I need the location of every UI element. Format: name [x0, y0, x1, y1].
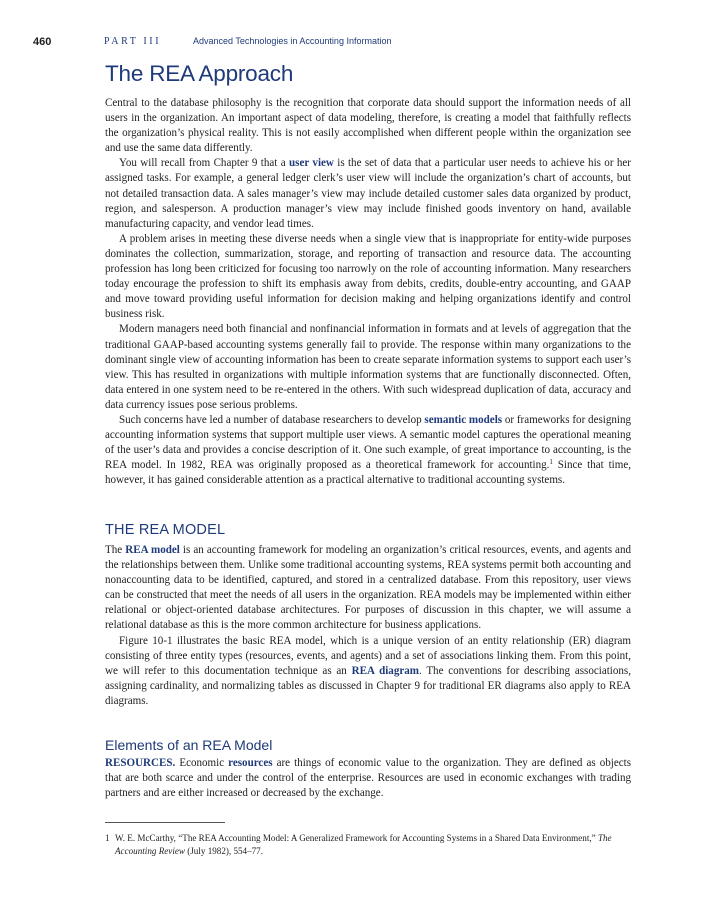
- section-heading-elements: Elements of an REA Model: [105, 737, 273, 753]
- intro-paragraph-5: Such concerns have led a number of database researchers to develop semantic models or frameworks for designing accounting information systems that support multiple user views. A semantic model captures the operational meaning of the user’s data and provides a concise description of it. One such example, of great importance to accounting, is the REA model. In 1982, REA was originally proposed as a theoretical framework for accounting.$^1$ Since that time, however, it has gained considerable attention as a practical alternative to traditional accounting systems.: [105, 413, 632, 487]
- run-in-heading-resources: RESOURCES.: [105, 757, 176, 769]
- footnote-reference: 1: [549, 458, 553, 467]
- resources-section: [105, 756, 631, 801]
- intro-paragraph-3: A problem arises in meeting these diverse needs when a single view that is inappropriate for entity-wide purposes dominates the collection, summarization, storage, and reporting of transaction and resource data. The accounting profession has long been criticized for focusing too narrowly on the role of accounting information. Many researchers today encourage the profession to shift its emphasis away from debits, credits, double-entry accounting, and GAAP and move toward providing useful information for decision making and helping organizations identify and control business risk.: [105, 232, 631, 321]
- chapter-title: The REA Approach: [105, 61, 294, 86]
- rea-model-paragraph-2: Figure 10-1 illustrates the basic REA model, which is a unique version of an entity relationship (ER) diagram consisting of three entity types (resources, events, and agents) and a set of associations linking them. From this point, we will refer to this documentation technique as an REA diagram. The conventions for describing associations, assigning cardinality, and normalizing tables as discussed in Chapter 9 for traditional ER diagrams also apply to REA diagrams.: [105, 634, 631, 707]
- key-term-semantic-models: semantic models: [424, 413, 503, 426]
- intro-paragraph-4: Modern managers need both financial and nonfinancial information in formats and at levels of aggregation that the traditional GAAP-based accounting systems generally fail to provide. The response within many organizations to the dominant single view of accounting information has been to create separate information systems to support each user’s view. This has resulted in organizations with multiple information systems that are functionally disconnected. Often, data entered in one system need to be re-entered in the others. With such widespread duplication of data, accuracy and data currency issues pose serious problems.: [105, 323, 631, 411]
- intro-section: [105, 96, 631, 488]
- key-term-user-view: user view: [289, 157, 334, 170]
- key-term-rea-diagram: REA diagram: [351, 664, 419, 677]
- footnote-number: 1: [105, 833, 110, 843]
- intro-paragraph-2: You will recall from Chapter 9 that a user view is the set of data that a particular user needs to achieve his or her assigned tasks. For example, a general ledger clerk’s user view will include the organization’s chart of accounts, but not detailed transaction data. A sales manager’s view may include detailed customer sales data organized by product, region, and salesperson. A production manager’s view may include finished goods inventory on hand, available manufacturing capacity, and vendor lead times.: [105, 157, 631, 230]
- footnote: 1 W. E. McCarthy, “The REA Accounting Model: A Generalized Framework for Accounting Systems in a Shared Data Environment,” The Accounting Review (July 1982), 554–77.: [105, 833, 612, 856]
- key-term-rea-model: REA model: [125, 544, 180, 556]
- key-term-resources: resources: [228, 757, 273, 769]
- rea-model-section: [105, 543, 631, 709]
- part-label: PART III: [104, 36, 162, 47]
- journal-title: The Accounting Review: [115, 833, 612, 856]
- page-number: 460: [33, 36, 52, 48]
- footnote-divider: [105, 822, 225, 823]
- resources-paragraph: RESOURCES. Economic resources are things of economic value to the organization. They are defined as objects that are both scarce and under the control of the enterprise. Resources are used in economic exchanges with trading partners and are either increased or decreased by the exchange.: [105, 757, 631, 800]
- section-heading-rea-model: THE REA MODEL: [105, 522, 226, 538]
- intro-paragraph-1: Central to the database philosophy is the recognition that corporate data should support the information needs of all users in the organization. An important aspect of data modeling, therefore, is creating a model that faithfully reflects the organization’s physical reality. This is not easily accomplished when different people within the organization see and use the same data differently.: [105, 97, 631, 155]
- part-title: Advanced Technologies in Accounting Information: [193, 36, 392, 46]
- rea-model-paragraph-1: The REA model is an accounting framework for modeling an organization’s critical resources, events, and agents and the relationships between them. Unlike some traditional accounting systems, REA systems permit both accounting and nonaccounting data to be identified, captured, and stored in a centralized database. From this repository, user views can be constructed that meet the needs of all users in the organization. REA models may be implemented within either relational or object-oriented database architectures. For purposes of discussion in this chapter, we will assume a relational database as this is the more common architecture for business applications.: [105, 544, 632, 632]
